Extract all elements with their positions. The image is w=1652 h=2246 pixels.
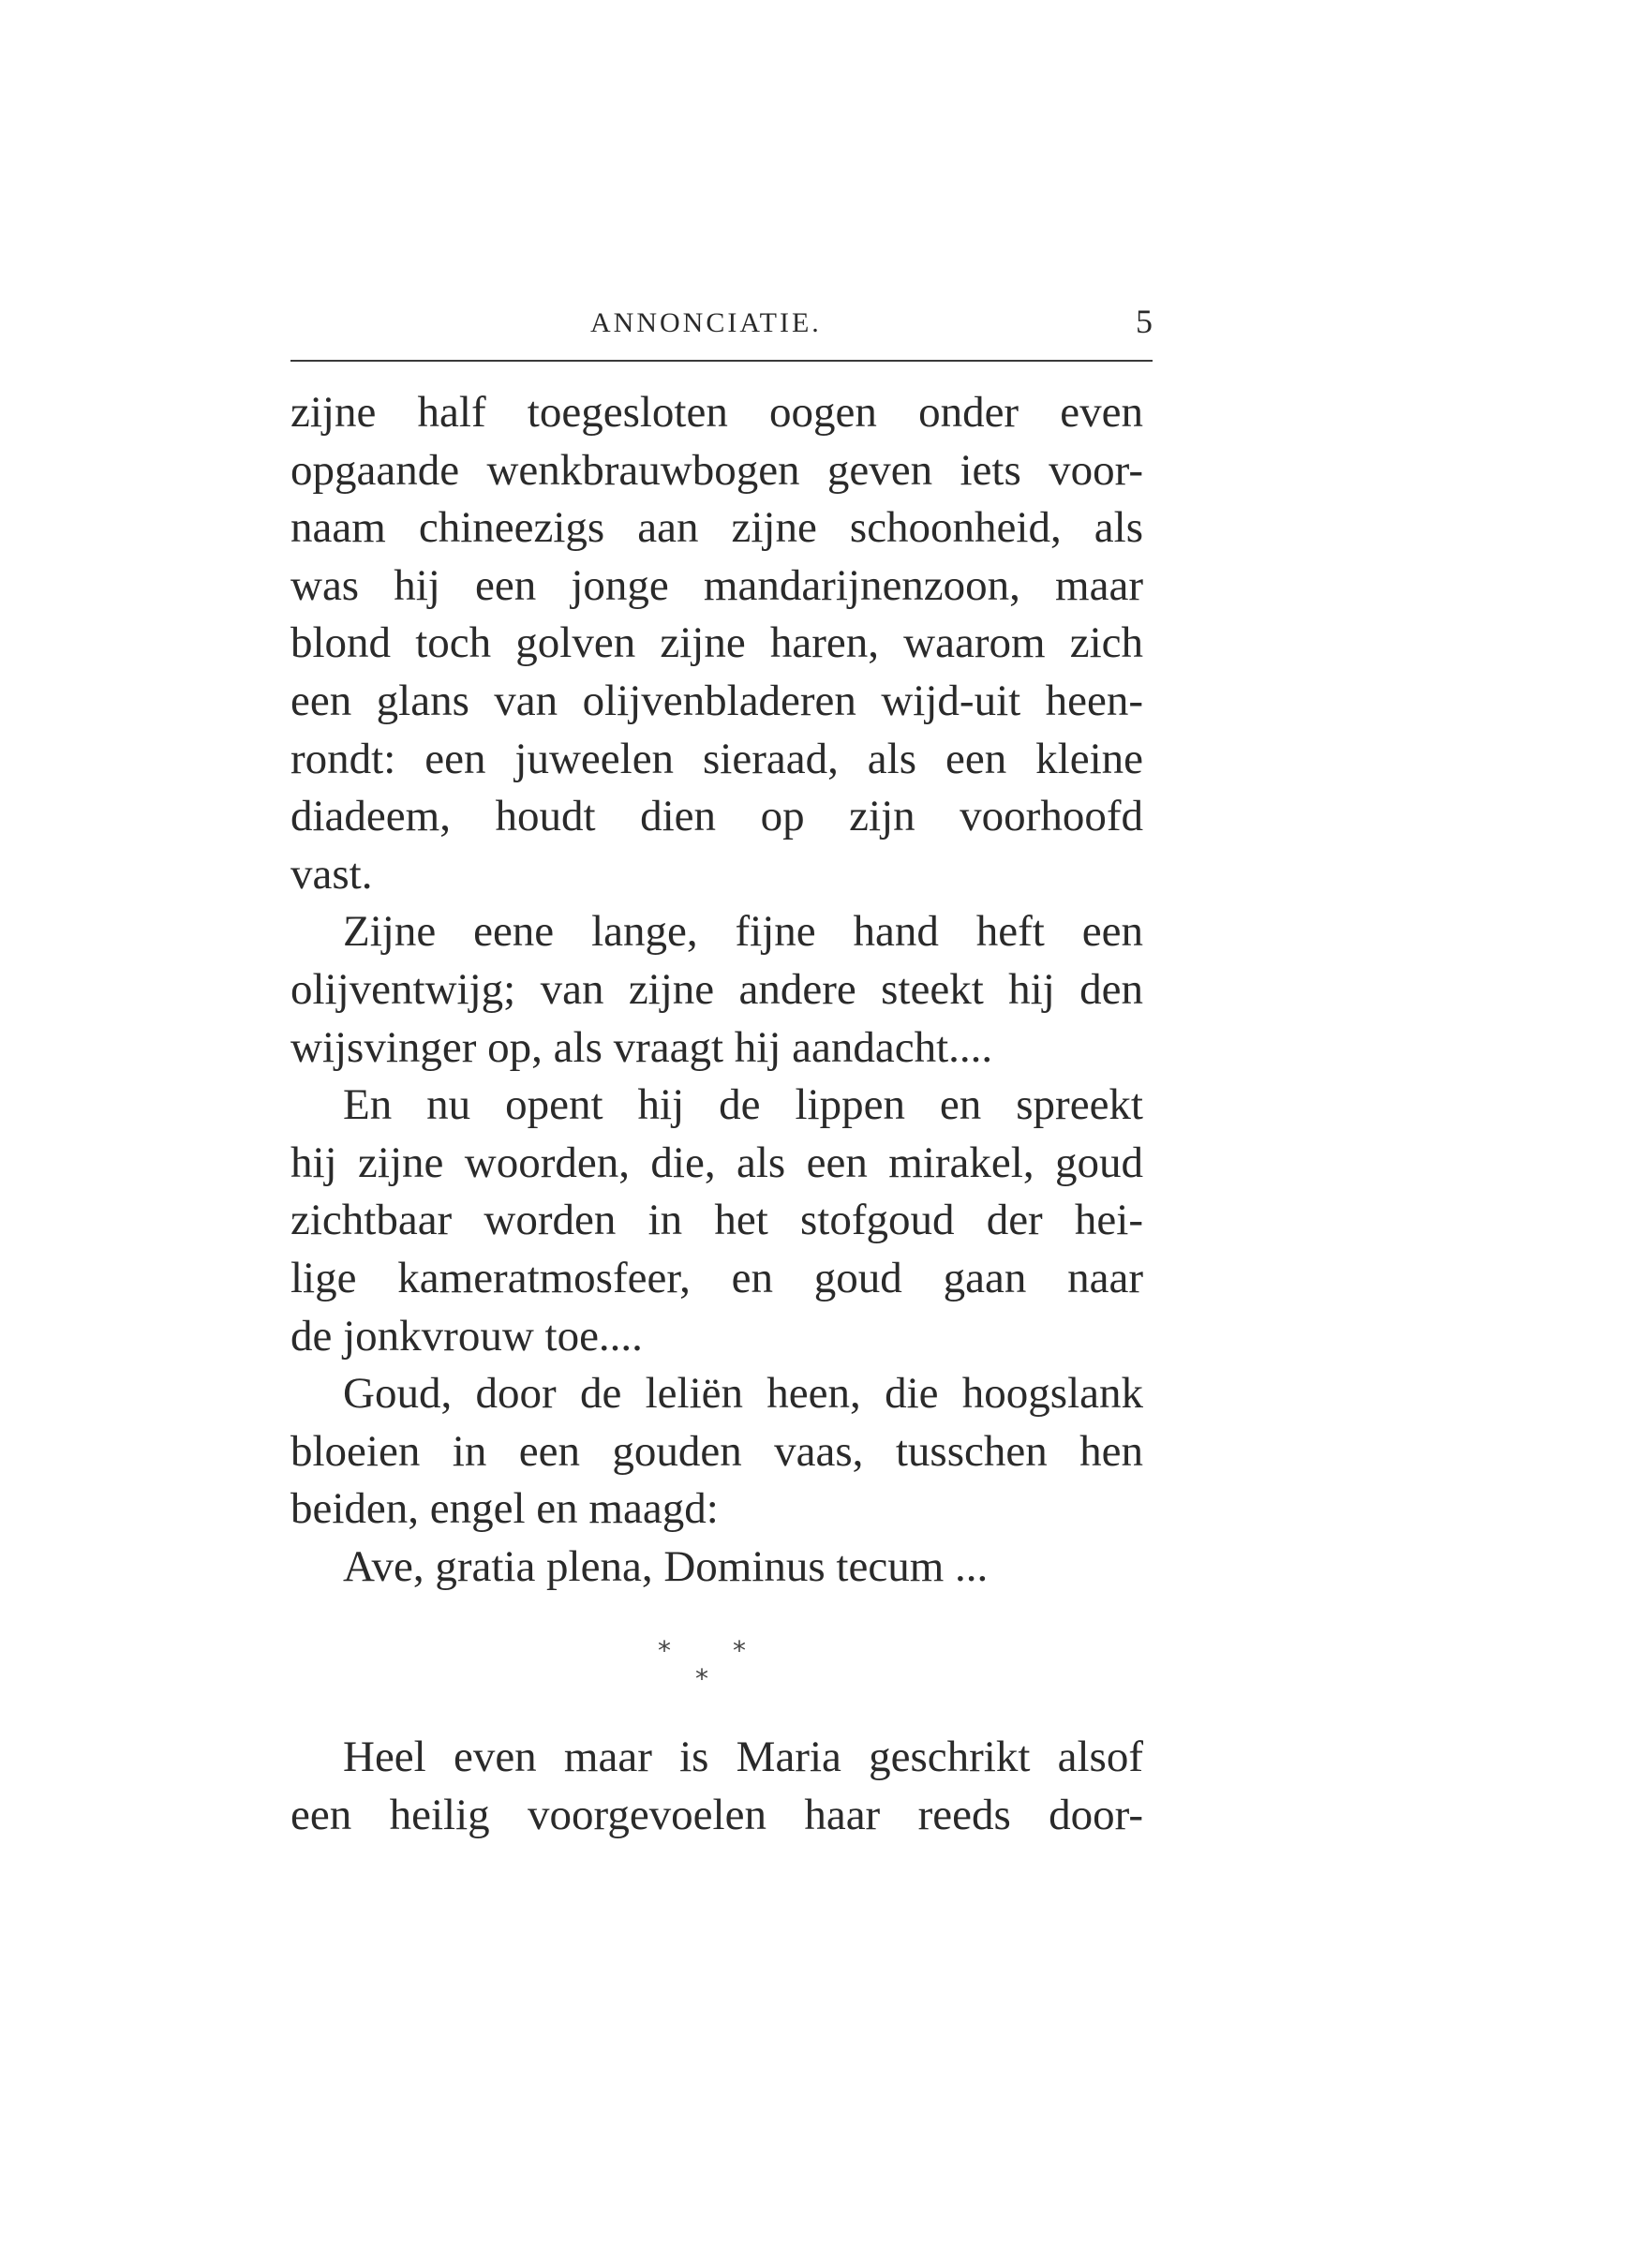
text-line: naam chineezigs aan zijne schoonheid, als bbox=[290, 503, 1143, 553]
text-line: vast. bbox=[290, 849, 373, 899]
body-text-continued bbox=[290, 1729, 1143, 1844]
text-line: een glans van olijvenbladeren wijd-uit heen- bbox=[290, 676, 1143, 725]
text-line: olijventwijg; van zijne andere steekt hij den bbox=[290, 964, 1143, 1014]
text-line: Heel even maar is Maria geschrikt alsof bbox=[343, 1733, 1143, 1781]
text-line: diadeem, houdt dien op zijn voorhoofd bbox=[290, 792, 1143, 841]
section-break-asterism bbox=[647, 1635, 778, 1719]
text-line: beiden, engel en maagd: bbox=[290, 1484, 719, 1534]
text-line: de jonkvrouw toe.... bbox=[290, 1311, 643, 1361]
text-line: een heilig voorgevoelen haar reeds door- bbox=[290, 1790, 1143, 1839]
text-line: En nu opent hij de lippen en spreekt bbox=[343, 1080, 1143, 1130]
running-title: ANNONCIATIE. bbox=[590, 307, 822, 338]
page-number: 5 bbox=[1136, 303, 1153, 340]
text-line: rondt: een juweelen sieraad, als een kleine bbox=[290, 734, 1143, 783]
text-line: hij zijne woorden, die, als een mirakel, goud bbox=[290, 1138, 1143, 1187]
text-line: zichtbaar worden in het stofgoud der hei- bbox=[290, 1196, 1143, 1245]
header-rule bbox=[290, 360, 1153, 362]
text-line: zijne half toegesloten oogen onder even bbox=[290, 388, 1143, 437]
body-text bbox=[290, 384, 1143, 1596]
text-line: lige kameratmosfeer, en goud gaan naar bbox=[290, 1253, 1143, 1302]
text-line: opgaande wenkbrauwbogen geven iets voor- bbox=[290, 445, 1143, 495]
running-head bbox=[290, 298, 1153, 354]
text-line: Ave, gratia plena, Dominus tecum ... bbox=[343, 1541, 989, 1591]
asterisk-icon: * bbox=[733, 1635, 746, 1666]
text-line: blond toch golven zijne haren, waarom zich bbox=[290, 618, 1143, 668]
text-line: Zijne eene lange, fijne hand heft een bbox=[343, 907, 1143, 957]
asterisk-icon: * bbox=[658, 1635, 671, 1666]
asterisk-icon: * bbox=[695, 1663, 708, 1694]
text-line: Goud, door de leliën heen, die hoogslank bbox=[343, 1369, 1143, 1419]
text-line: was hij een jonge mandarijnenzoon, maar bbox=[290, 560, 1143, 610]
text-line: wijsvinger op, als vraagt hij aandacht.... bbox=[290, 1022, 993, 1072]
text-line: bloeien in een gouden vaas, tusschen hen bbox=[290, 1426, 1143, 1476]
